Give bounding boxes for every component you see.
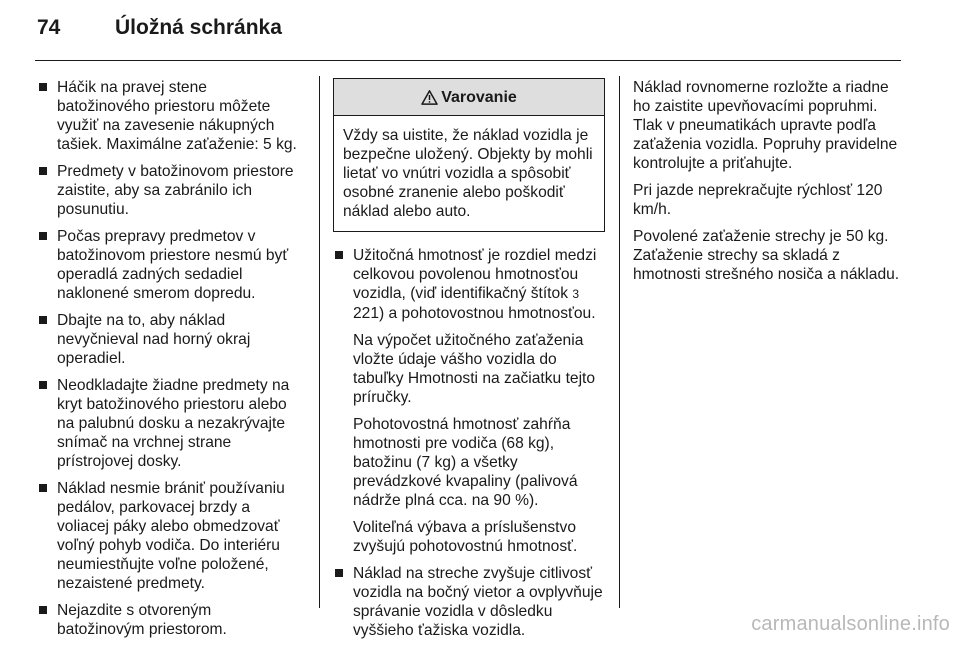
list-item: Počas prepravy predmetov v batožinovom priestore nesmú byť operadlá zadných sedadiel naklonené smerom dopredu. — [37, 227, 299, 303]
bullet-list — [333, 246, 605, 640]
paragraph: Pri jazde neprekračujte rýchlosť 120 km/h. — [633, 182, 883, 218]
warning-text: Vždy sa uistite, že náklad vozidla je bezpečne uložený. Objekty by mohli lietať vo vnútri vozidla a spôsobiť osobné zranenie alebo poškodiť náklad alebo auto. — [343, 127, 593, 220]
list-item: Dbajte na to, aby náklad nevyčnieval nad horný okraj operadiel. — [37, 311, 299, 368]
list-item: Predmety v batožinovom priestore zaistite, aby sa zabránilo ich posunutiu. — [37, 162, 299, 219]
paragraph: Povolené zaťaženie strechy je 50 kg. Zaťaženie strechy sa skladá z hmotnosti strešného nosiča a nákladu. — [633, 228, 900, 283]
bullet-list — [37, 78, 299, 639]
section-title: Úložná schránka — [115, 16, 282, 39]
column-left — [37, 78, 299, 647]
column-middle — [333, 78, 605, 648]
list-item: Náklad na streche zvyšuje citlivosť vozidla na bočný vietor a ovplyvňuje správanie vozidla v dôsledku vyššieho ťažiska vozidla. — [333, 564, 605, 640]
list-item: Neodkladajte žiadne predmety na kryt batožinového priestoru alebo na palubnú dosku a nezakrývajte snímač na vrchnej strane prístrojovej dosky. — [37, 376, 299, 471]
paragraph: Voliteľná výbava a príslušenstvo zvyšujú pohotovostnú hmotnosť. — [353, 519, 578, 555]
list-item: Náklad nesmie brániť používaniu pedálov, parkovacej brzdy a voliacej páky alebo obmedzovať voľný pohyb vodiča. Do interiéru neumiestňujte voľne položené, nezaistené predmety. — [37, 479, 299, 593]
text-fragment: 221) a pohotovostnou hmotnosťou. — [353, 305, 596, 322]
paragraph: Náklad rovnomerne rozložte a riadne ho zaistite upevňovacími popruhmi. Tlak v pneumatikách upravte podľa zaťaženia vozidla. Popruhy pravidelne kontrolujte a priťahujte. — [633, 79, 898, 172]
reference-arrow-icon: 3 — [572, 287, 580, 301]
list-item: Háčik na pravej stene batožinového priestoru môžete využiť na zavesenie nákupných tašiek. Maximálne zaťaženie: 5 kg. — [37, 78, 299, 154]
warning-title: Varovanie — [441, 88, 517, 106]
paragraph: Na výpočet užitočného zaťaženia vložte údaje vášho vozidla do tabuľky Hmotnosti na začiatku tejto príručky. — [353, 332, 596, 406]
column-divider — [619, 76, 620, 608]
header-divider — [35, 60, 901, 61]
watermark: carmanualsonline.info — [751, 613, 950, 635]
list-item — [333, 246, 605, 556]
warning-header — [334, 79, 604, 116]
column-divider — [319, 76, 320, 608]
warning-triangle-icon — [421, 90, 438, 105]
page-header — [37, 16, 282, 52]
warning-box — [333, 78, 605, 232]
column-right — [633, 78, 905, 292]
list-item: Nejazdite s otvoreným batožinovým priestorom. — [37, 601, 299, 639]
paragraph: Pohotovostná hmotnosť zahŕňa hmotnosti pre vodiča (68 kg), batožinu (7 kg) a všetky prevádzkové kvapaliny (palivová nádrže plná cca. na 90 %). — [353, 416, 578, 509]
page-number: 74 — [37, 16, 61, 39]
text-fragment: Užitočná hmotnosť je rozdiel medzi celkovou povolenou hmotnosťou vozidla, (viď identifikačný štítok — [353, 247, 597, 302]
